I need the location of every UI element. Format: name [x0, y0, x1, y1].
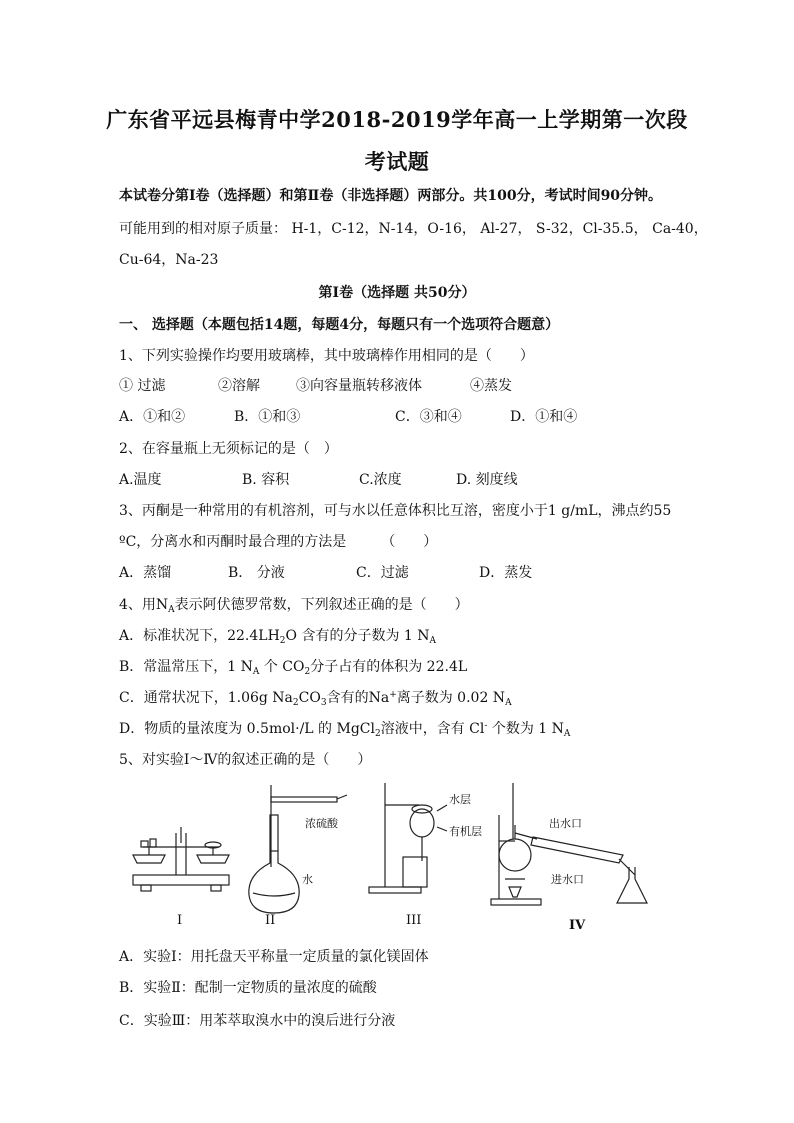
q5-stem: 5、对实验Ⅰ～Ⅳ的叙述正确的是（ ）: [119, 752, 372, 768]
q2-option-d: D. 刻度线: [456, 472, 518, 488]
exam-intro: 本试卷分第Ⅰ卷（选择题）和第Ⅱ卷（非选择题）两部分。共100分，考试时间90分钟。: [119, 188, 663, 204]
atomic-masses-line1: 可能用到的相对原子质量： H-1，C-12，N-14，O-16， Al-27， S-32，Cl-35.5， Ca-40，: [119, 221, 708, 237]
q1-option-c: C．③和④: [395, 409, 462, 425]
figure-label-iii: III: [406, 913, 422, 928]
fig-text-water-layer: 水层: [449, 793, 471, 806]
q3-stem-line1: 3、丙酮是一种常用的有机溶剂，可与水以任意体积比互溶，密度小于1 g/mL，沸点约55: [119, 503, 672, 519]
q4-option-a: A．标准状况下，$22.4LH_2O$ 含有的分子数为 1 $N_A$: [119, 628, 437, 646]
q5-apparatus-figures: [119, 775, 679, 935]
q2-option-c: C.浓度: [359, 472, 402, 488]
q4-stem: 4、用$N_A$表示阿伏德罗常数，下列叙述正确的是（ ）: [119, 597, 469, 615]
fig-text-water: 水: [302, 873, 313, 886]
q3-option-d: D．蒸发: [479, 565, 533, 581]
q5-option-c: C．实验Ⅲ：用苯萃取溴水中的溴后进行分液: [119, 1013, 396, 1029]
q1-item-2: ②溶解: [218, 378, 260, 394]
q1-item-4: ④蒸发: [470, 378, 512, 394]
q2-option-b: B. 容积: [242, 472, 290, 488]
q1-option-b: B．①和③: [234, 409, 301, 425]
section-title: 第Ⅰ卷（选择题 共50分）: [318, 285, 476, 301]
q2-stem: 2、在容量瓶上无须标记的是（ ）: [119, 441, 338, 457]
q4-option-b: B．常温常压下，1 $N_A$ 个 $CO_2$分子占有的体积为 22.4L: [119, 659, 468, 677]
exam-title-line2: 考试题: [364, 149, 430, 174]
q1-item-1: ① 过滤: [119, 378, 166, 394]
q1-option-d: D．①和④: [510, 409, 578, 425]
separatory-funnel-apparatus: [369, 783, 447, 893]
distillation-apparatus: [491, 783, 647, 905]
part1-heading: 一、 选择题（本题包括14题，每题4分，每题只有一个选项符合题意）: [119, 317, 560, 333]
figure-label-iv: IV: [569, 918, 586, 933]
q1-item-3: ③向容量瓶转移液体: [296, 378, 422, 394]
balance-apparatus: [133, 827, 229, 891]
q1-option-a: A．①和②: [119, 409, 186, 425]
q5-option-a: A．实验Ⅰ：用托盘天平称量一定质量的氯化镁固体: [119, 949, 429, 965]
fig-text-water-inlet: 进水口: [551, 873, 584, 886]
q3-option-a: A．蒸馏: [119, 565, 172, 581]
q3-option-b: B． 分液: [228, 565, 285, 581]
fig-text-organic-layer: 有机层: [449, 825, 482, 838]
q4-option-d: D．物质的量浓度为 0.5mol·/L 的 MgCl$_2$溶液中，含有 Cl- 个数为 1 $N_A$: [119, 721, 571, 739]
volumetric-flask-apparatus: [249, 785, 347, 913]
fig-text-water-outlet: 出水口: [549, 817, 582, 830]
q1-stem: 1、下列实验操作均要用玻璃棒，其中玻璃棒作用相同的是（ ）: [119, 348, 534, 364]
q4-option-c: C．通常状况下，1.06g $Na_2CO_3$含有的Na+离子数为 0.02 $N_A$: [119, 690, 512, 708]
lab-apparatus-diagram: [119, 775, 679, 935]
atomic-masses-line2: Cu-64，Na-23: [119, 252, 219, 268]
exam-title-line1: 广东省平远县梅青中学2018-2019学年高一上学期第一次段: [106, 107, 688, 132]
q3-option-c: C．过滤: [356, 565, 409, 581]
q3-stem-line2: ºC，分离水和丙酮时最合理的方法是 （ ）: [119, 534, 438, 550]
q5-option-b: B．实验Ⅱ：配制一定物质的量浓度的硫酸: [119, 980, 377, 996]
q2-option-a: A.温度: [119, 472, 162, 488]
figure-label-i: I: [177, 913, 183, 928]
figure-label-ii: II: [265, 913, 276, 928]
fig-text-conc-sulfuric: 浓硫酸: [305, 817, 338, 830]
